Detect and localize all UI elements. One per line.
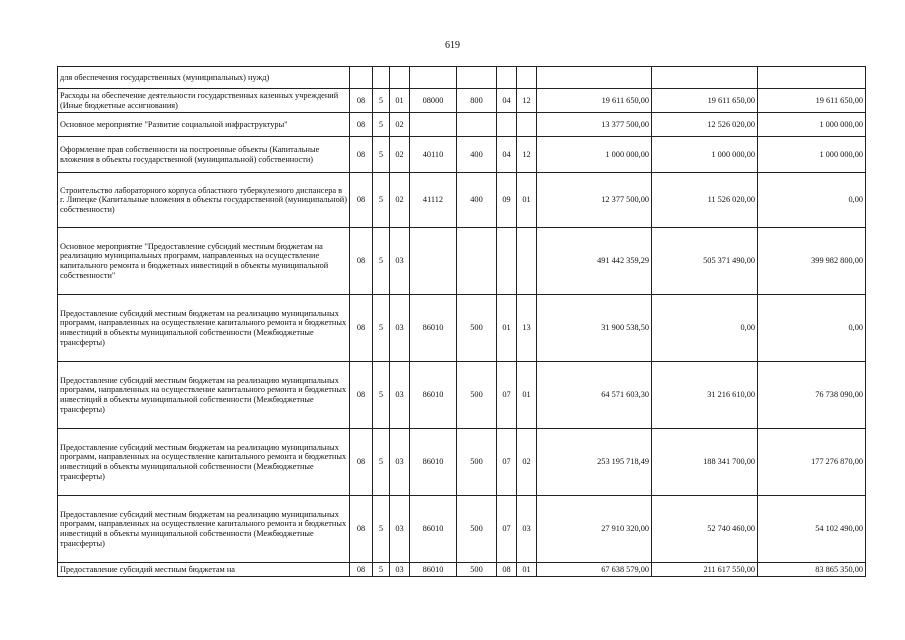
row-name: Предоставление субсидий местным бюджетам на реализацию муниципальных программ, направленных на осуществление капитального ремонта и бюджетных инвестиций в объекты муниципальной собственности (Межбюджетные трансферты) bbox=[58, 496, 350, 563]
cell-rz bbox=[497, 67, 517, 89]
cell-code: 08000 bbox=[410, 89, 457, 113]
cell-code: 86010 bbox=[410, 563, 457, 577]
table-row bbox=[58, 429, 866, 496]
cell-vr: 500 bbox=[457, 563, 497, 577]
cell-year1: 67 638 579,00 bbox=[537, 563, 652, 577]
cell-pr: 02 bbox=[517, 429, 537, 496]
table-row bbox=[58, 113, 866, 137]
cell-vr: 500 bbox=[457, 429, 497, 496]
cell-year3: 1 000 000,00 bbox=[758, 113, 866, 137]
cell-rz: 04 bbox=[497, 137, 517, 173]
table-row bbox=[58, 173, 866, 228]
table-row bbox=[58, 89, 866, 113]
cell-rz: 04 bbox=[497, 89, 517, 113]
cell-gp: 08 bbox=[350, 362, 373, 429]
cell-gp: 08 bbox=[350, 563, 373, 577]
cell-code bbox=[410, 67, 457, 89]
cell-pr: 12 bbox=[517, 89, 537, 113]
cell-om: 02 bbox=[390, 173, 410, 228]
cell-code bbox=[410, 228, 457, 295]
cell-om: 03 bbox=[390, 563, 410, 577]
cell-om: 03 bbox=[390, 228, 410, 295]
cell-vr bbox=[457, 113, 497, 137]
cell-rz: 08 bbox=[497, 563, 517, 577]
cell-year1: 31 900 538,50 bbox=[537, 295, 652, 362]
cell-pp: 5 bbox=[373, 496, 390, 563]
cell-pr: 01 bbox=[517, 362, 537, 429]
cell-vr: 800 bbox=[457, 89, 497, 113]
table-row bbox=[58, 228, 866, 295]
cell-year2: 19 611 650,00 bbox=[652, 89, 758, 113]
cell-year2: 211 617 550,00 bbox=[652, 563, 758, 577]
cell-om: 03 bbox=[390, 496, 410, 563]
cell-year3: 19 611 650,00 bbox=[758, 89, 866, 113]
cell-om: 02 bbox=[390, 113, 410, 137]
cell-om: 03 bbox=[390, 295, 410, 362]
cell-year1: 1 000 000,00 bbox=[537, 137, 652, 173]
cell-rz: 01 bbox=[497, 295, 517, 362]
cell-om: 01 bbox=[390, 89, 410, 113]
cell-pr bbox=[517, 113, 537, 137]
row-name: Предоставление субсидий местным бюджетам на bbox=[58, 563, 350, 577]
cell-rz: 07 bbox=[497, 496, 517, 563]
cell-pr: 01 bbox=[517, 173, 537, 228]
cell-rz: 09 bbox=[497, 173, 517, 228]
cell-gp: 08 bbox=[350, 89, 373, 113]
cell-code bbox=[410, 113, 457, 137]
cell-year1: 19 611 650,00 bbox=[537, 89, 652, 113]
cell-pr: 01 bbox=[517, 563, 537, 577]
cell-pr: 03 bbox=[517, 496, 537, 563]
cell-vr: 500 bbox=[457, 295, 497, 362]
cell-year2: 0,00 bbox=[652, 295, 758, 362]
cell-year1: 64 571 603,30 bbox=[537, 362, 652, 429]
cell-gp bbox=[350, 67, 373, 89]
cell-year2: 505 371 490,00 bbox=[652, 228, 758, 295]
cell-gp: 08 bbox=[350, 113, 373, 137]
cell-code: 86010 bbox=[410, 295, 457, 362]
cell-rz bbox=[497, 113, 517, 137]
cell-year2: 11 526 020,00 bbox=[652, 173, 758, 228]
cell-pp bbox=[373, 67, 390, 89]
row-name: Строительство лабораторного корпуса областного туберкулезного диспансера в г. Липецке (Капитальные вложения в объекты государственной (муниципальной) собственности) bbox=[58, 173, 350, 228]
cell-year3: 177 276 870,00 bbox=[758, 429, 866, 496]
cell-rz bbox=[497, 228, 517, 295]
cell-year1: 12 377 500,00 bbox=[537, 173, 652, 228]
cell-year1: 491 442 359,29 bbox=[537, 228, 652, 295]
row-name: для обеспечения государственных (муниципальных) нужд) bbox=[58, 67, 350, 89]
cell-year3: 83 865 350,00 bbox=[758, 563, 866, 577]
cell-gp: 08 bbox=[350, 295, 373, 362]
cell-pp: 5 bbox=[373, 563, 390, 577]
cell-code: 86010 bbox=[410, 362, 457, 429]
cell-gp: 08 bbox=[350, 496, 373, 563]
cell-year2: 12 526 020,00 bbox=[652, 113, 758, 137]
cell-rz: 07 bbox=[497, 429, 517, 496]
cell-year2: 52 740 460,00 bbox=[652, 496, 758, 563]
row-name: Основное мероприятие "Предоставление субсидий местным бюджетам на реализацию муниципальных программ, направленных на осуществление капитального ремонта и бюджетных инвестиций в объекты муниципальной собственности" bbox=[58, 228, 350, 295]
cell-pp: 5 bbox=[373, 228, 390, 295]
cell-pr bbox=[517, 67, 537, 89]
cell-vr: 500 bbox=[457, 496, 497, 563]
cell-code: 41112 bbox=[410, 173, 457, 228]
table-row bbox=[58, 496, 866, 563]
cell-year3: 0,00 bbox=[758, 173, 866, 228]
cell-om: 02 bbox=[390, 137, 410, 173]
cell-pp: 5 bbox=[373, 429, 390, 496]
cell-code: 86010 bbox=[410, 429, 457, 496]
row-name: Основное мероприятие "Развитие социальной инфраструктуры" bbox=[58, 113, 350, 137]
cell-year1 bbox=[537, 67, 652, 89]
table-row bbox=[58, 137, 866, 173]
cell-vr bbox=[457, 67, 497, 89]
cell-year1: 27 910 320,00 bbox=[537, 496, 652, 563]
row-name: Предоставление субсидий местным бюджетам на реализацию муниципальных программ, направленных на осуществление капитального ремонта и бюджетных инвестиций в объекты муниципальной собственности (Межбюджетные трансферты) bbox=[58, 362, 350, 429]
cell-year1: 13 377 500,00 bbox=[537, 113, 652, 137]
cell-pp: 5 bbox=[373, 295, 390, 362]
cell-om: 03 bbox=[390, 362, 410, 429]
cell-gp: 08 bbox=[350, 137, 373, 173]
cell-vr bbox=[457, 228, 497, 295]
cell-code: 86010 bbox=[410, 496, 457, 563]
cell-pr: 12 bbox=[517, 137, 537, 173]
cell-year3: 1 000 000,00 bbox=[758, 137, 866, 173]
cell-pr: 13 bbox=[517, 295, 537, 362]
cell-year3: 0,00 bbox=[758, 295, 866, 362]
cell-om: 03 bbox=[390, 429, 410, 496]
cell-code: 40110 bbox=[410, 137, 457, 173]
cell-pr bbox=[517, 228, 537, 295]
cell-rz: 07 bbox=[497, 362, 517, 429]
budget-table bbox=[57, 66, 866, 577]
cell-year3: 54 102 490,00 bbox=[758, 496, 866, 563]
cell-pp: 5 bbox=[373, 113, 390, 137]
cell-gp: 08 bbox=[350, 429, 373, 496]
cell-year3: 76 738 090,00 bbox=[758, 362, 866, 429]
cell-om bbox=[390, 67, 410, 89]
cell-pp: 5 bbox=[373, 173, 390, 228]
cell-pp: 5 bbox=[373, 137, 390, 173]
cell-year2: 188 341 700,00 bbox=[652, 429, 758, 496]
table-row bbox=[58, 295, 866, 362]
cell-year1: 253 195 718,49 bbox=[537, 429, 652, 496]
cell-gp: 08 bbox=[350, 173, 373, 228]
row-name: Оформление прав собственности на построенные объекты (Капитальные вложения в объекты государственной (муниципальной) собственности) bbox=[58, 137, 350, 173]
cell-year2: 1 000 000,00 bbox=[652, 137, 758, 173]
page-number: 619 bbox=[445, 40, 460, 51]
cell-year3: 399 982 800,00 bbox=[758, 228, 866, 295]
table-row bbox=[58, 67, 866, 89]
cell-pp: 5 bbox=[373, 362, 390, 429]
row-name: Расходы на обеспечение деятельности государственных казенных учреждений (Иные бюджетные ассигнования) bbox=[58, 89, 350, 113]
cell-year2: 31 216 610,00 bbox=[652, 362, 758, 429]
row-name: Предоставление субсидий местным бюджетам на реализацию муниципальных программ, направленных на осуществление капитального ремонта и бюджетных инвестиций в объекты муниципальной собственности (Межбюджетные трансферты) bbox=[58, 429, 350, 496]
cell-year3 bbox=[758, 67, 866, 89]
cell-gp: 08 bbox=[350, 228, 373, 295]
cell-year2 bbox=[652, 67, 758, 89]
row-name: Предоставление субсидий местным бюджетам на реализацию муниципальных программ, направленных на осуществление капитального ремонта и бюджетных инвестиций в объекты муниципальной собственности (Межбюджетные трансферты) bbox=[58, 295, 350, 362]
cell-vr: 500 bbox=[457, 362, 497, 429]
table-row bbox=[58, 362, 866, 429]
table-row bbox=[58, 563, 866, 577]
cell-vr: 400 bbox=[457, 137, 497, 173]
cell-pp: 5 bbox=[373, 89, 390, 113]
cell-vr: 400 bbox=[457, 173, 497, 228]
